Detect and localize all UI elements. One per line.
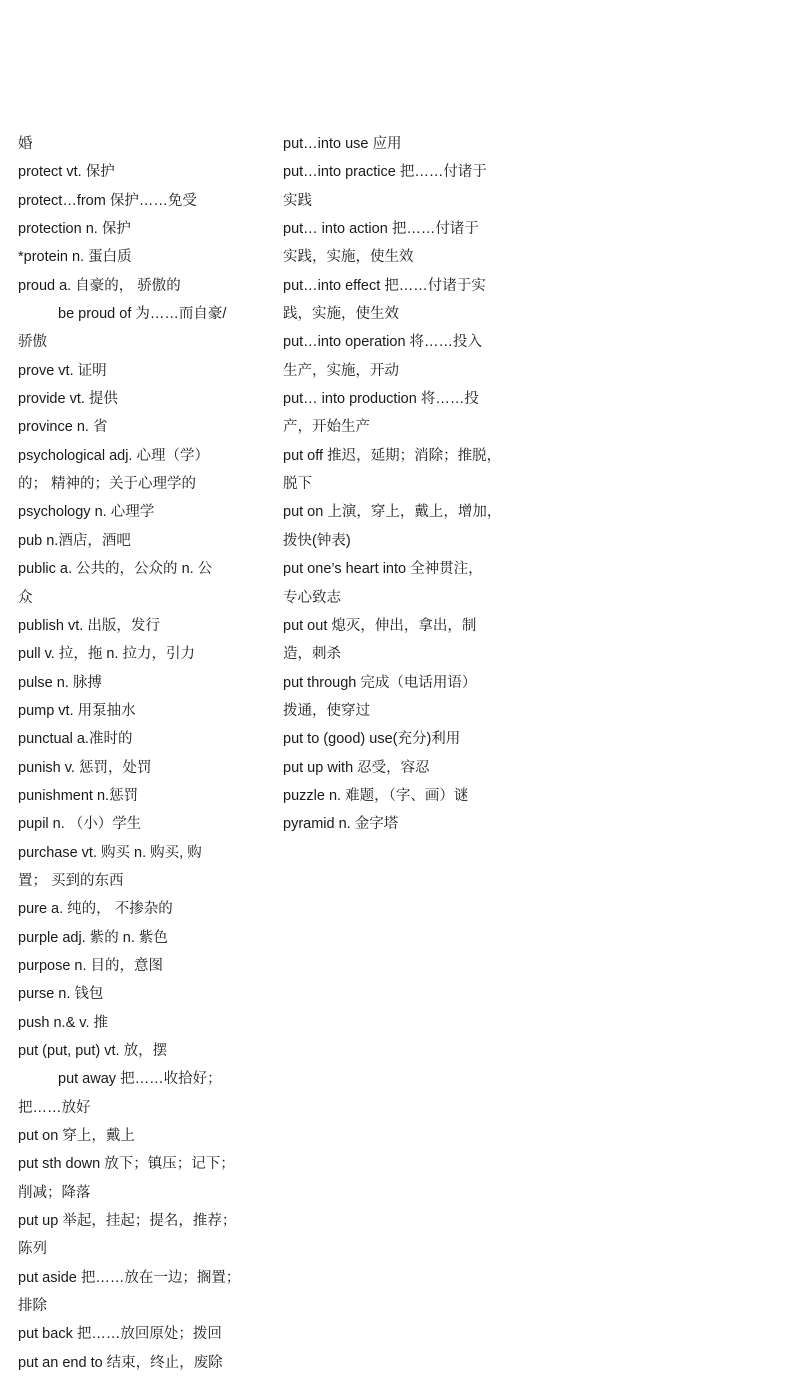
- vocab-line: put off 推迟，延期；消除；推脱，: [283, 447, 502, 464]
- vocab-line: 削减；降落: [18, 1184, 91, 1201]
- vocab-line: 践，实施，使生效: [283, 306, 399, 323]
- vocab-line: public a. 公共的，公众的 n. 公: [18, 561, 213, 578]
- vocab-line: pull v. 拉，拖 n. 拉力，引力: [18, 646, 195, 663]
- vocab-line: pupil n. （小）学生: [18, 816, 142, 833]
- vocab-line: psychology n. 心理学: [18, 504, 155, 521]
- vocab-line: puzzle n. 难题，（字、画）谜: [283, 787, 469, 804]
- vocab-line: 生产，实施，开动: [283, 362, 399, 379]
- vocab-line: pulse n. 脉搏: [18, 674, 102, 691]
- vocab-line: 造，刺杀: [283, 646, 341, 663]
- vocab-line: 产，开始生产: [283, 419, 370, 436]
- vocab-line: 拨通，使穿过: [283, 702, 370, 719]
- vocab-line: put on 穿上，戴上: [18, 1128, 135, 1145]
- vocab-line: 婚: [18, 136, 33, 152]
- vocab-line: 众: [18, 589, 33, 606]
- vocab-line: put…into operation 将……投入: [283, 334, 483, 351]
- vocab-line: 专心致志: [283, 589, 341, 606]
- vocab-line: put on 上演，穿上，戴上，增加，: [283, 504, 502, 521]
- vocab-line: pure a. 纯的， 不掺杂的: [18, 901, 173, 918]
- vocab-line: pump vt. 用泵抽水: [18, 702, 136, 719]
- vocab-line: put away 把……收拾好；: [58, 1071, 222, 1088]
- vocab-line: put back 把……放回原处；拨回: [18, 1326, 222, 1343]
- left-column: [18, 130, 256, 1377]
- vocab-line: purpose n. 目的，意图: [18, 957, 164, 974]
- vocab-line: psychological adj. 心理（学）: [18, 447, 209, 464]
- vocab-line: put an end to 结束，终止，废除: [18, 1354, 223, 1371]
- vocab-line: 实践: [283, 192, 312, 209]
- vocab-line: pub n.酒店，酒吧: [18, 532, 131, 549]
- vocab-line: 实践，实施，使生效: [283, 249, 414, 266]
- vocab-line: protect…from 保护……免受: [18, 192, 197, 209]
- vocab-line: put to (good) use(充分)利用: [283, 731, 461, 748]
- vocab-line: put… into production 将……投: [283, 391, 479, 408]
- vocab-line: 的； 精神的；关于心理学的: [18, 476, 197, 493]
- vocab-line: put (put, put) vt. 放，摆: [18, 1043, 168, 1059]
- vocab-line: 脱下: [283, 476, 312, 493]
- vocab-line: purse n. 钱包: [18, 986, 104, 1003]
- vocab-line: put up with 忍受，容忍: [283, 759, 430, 776]
- vocab-line: put sth down 放下；镇压；记下；: [18, 1156, 235, 1173]
- vocab-line: put aside 把……放在一边；搁置；: [18, 1269, 241, 1286]
- vocab-line: punctual a.准时的: [18, 731, 133, 748]
- right-column: [283, 130, 515, 839]
- vocab-line: 置； 买到的东西: [18, 872, 124, 889]
- vocab-line: prove vt. 证明: [18, 362, 107, 379]
- vocab-line: put… into action 把……付诸于: [283, 221, 479, 238]
- vocab-line: pyramid n. 金字塔: [283, 816, 399, 833]
- vocab-line: put one’s heart into 全神贯注，: [283, 561, 483, 578]
- vocab-line: put…into practice 把……付诸于: [283, 164, 487, 181]
- vocab-line: *protein n. 蛋白质: [18, 249, 132, 266]
- vocab-line: put…into use 应用: [283, 136, 402, 152]
- vocab-line: punishment n.惩罚: [18, 787, 139, 804]
- vocab-line: put out 熄灭，伸出，拿出，制: [283, 617, 477, 634]
- vocab-line: publish vt. 出版，发行: [18, 617, 160, 634]
- vocab-line: 骄傲: [18, 334, 47, 351]
- vocab-line: put…into effect 把……付诸于实: [283, 277, 486, 294]
- vocab-line: punish v. 惩罚，处罚: [18, 759, 152, 776]
- vocab-line: 陈列: [18, 1241, 47, 1258]
- vocab-line: put through 完成（电话用语）: [283, 674, 477, 691]
- vocab-line: protect vt. 保护: [18, 164, 115, 181]
- vocab-line: 排除: [18, 1298, 47, 1315]
- vocab-line: provide vt. 提供: [18, 391, 118, 408]
- vocab-line: be proud of 为……而自豪/: [58, 306, 227, 323]
- vocab-line: proud a. 自豪的， 骄傲的: [18, 277, 181, 294]
- vocab-line: 把……放好: [18, 1099, 91, 1116]
- vocab-line: 拨快(钟表): [283, 532, 351, 549]
- vocab-line: put up 举起，挂起；提名，推荐；: [18, 1213, 237, 1230]
- vocab-line: push n.& v. 推: [18, 1014, 108, 1031]
- vocab-line: protection n. 保护: [18, 221, 131, 238]
- vocab-line: purchase vt. 购买 n. 购买, 购: [18, 844, 202, 861]
- vocab-line: province n. 省: [18, 419, 108, 436]
- vocab-line: purple adj. 紫的 n. 紫色: [18, 929, 168, 946]
